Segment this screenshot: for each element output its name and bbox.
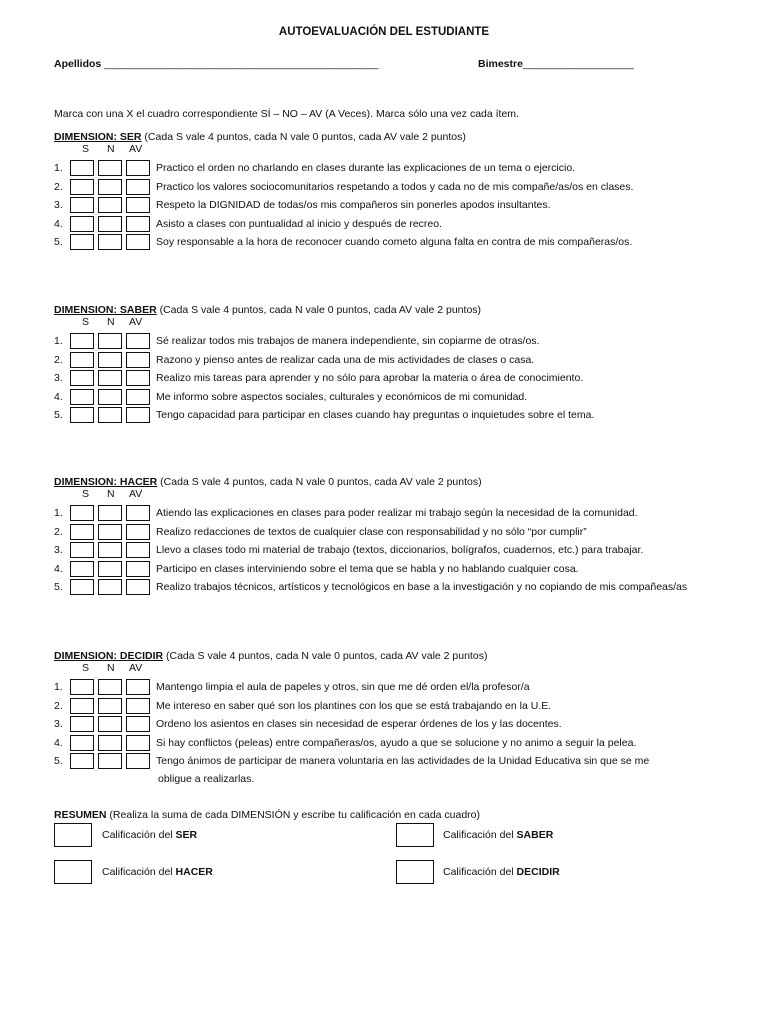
checkbox-n[interactable]	[98, 352, 122, 368]
checkbox-av[interactable]	[126, 753, 150, 769]
checkbox-s[interactable]	[70, 197, 94, 213]
checkbox-n[interactable]	[98, 370, 122, 386]
item-number: 4.	[54, 390, 63, 403]
checkbox-n[interactable]	[98, 160, 122, 176]
item-row	[54, 333, 754, 349]
calif-decidir: DECIDIR	[516, 866, 560, 878]
checkbox-s[interactable]	[70, 179, 94, 195]
item-text: Si hay conflictos (peleas) entre compañeras/os, ayudo a que se solucione y no animo a seguir la pelea.	[156, 736, 637, 749]
section-note: (Cada S vale 4 puntos, cada N vale 0 puntos, cada AV vale 2 puntos)	[156, 304, 482, 316]
item-row	[54, 679, 754, 695]
item-number: 2.	[54, 525, 63, 538]
section-label: DIMENSION: SABER	[54, 304, 157, 316]
section-note: (Cada S vale 4 puntos, cada N vale 0 puntos, cada AV vale 2 puntos)	[141, 131, 466, 143]
checkbox-s[interactable]	[70, 698, 94, 714]
section-label: DIMENSION: DECIDIR	[54, 650, 164, 662]
checkbox-av[interactable]	[126, 197, 150, 213]
checkbox-av[interactable]	[126, 407, 150, 423]
checkbox-n[interactable]	[98, 524, 122, 540]
item-text: Sé realizar todos mis trabajos de manera independiente, sin copiarme de otras/os.	[156, 335, 540, 347]
calif-hacer-label	[102, 866, 213, 878]
checkbox-n[interactable]	[98, 179, 122, 195]
bimestre-field[interactable]: ___________________	[522, 58, 634, 70]
item-number: 3.	[54, 199, 63, 211]
checkbox-av[interactable]	[126, 524, 150, 540]
calif-prefix: Calificación del	[443, 866, 517, 878]
calif-saber: SABER	[516, 829, 554, 841]
item-row	[54, 579, 754, 595]
item-text: Practico el orden no charlando en clases durante las explicaciones de un tema o ejercicio.	[156, 162, 576, 174]
checkbox-av[interactable]	[126, 698, 150, 714]
score-box-hacer[interactable]	[54, 860, 92, 884]
calif-prefix: Calificación del	[443, 829, 517, 841]
checkbox-av[interactable]	[126, 561, 150, 577]
item-number: 3.	[54, 372, 63, 384]
item-text: Asisto a clases con puntualidad al inicio y después de recreo.	[156, 217, 443, 230]
column-header-n: N	[107, 662, 115, 674]
apellidos-label	[54, 58, 379, 70]
checkbox-n[interactable]	[98, 542, 122, 558]
apellidos-label-text: Apellidos	[54, 58, 102, 70]
checkbox-n[interactable]	[98, 389, 122, 405]
column-header-n: N	[107, 316, 115, 328]
page-title: AUTOEVALUACIÓN DEL ESTUDIANTE	[278, 26, 490, 38]
column-header-av: AV	[129, 662, 143, 674]
checkbox-av[interactable]	[126, 679, 150, 695]
item-number: 5.	[54, 409, 63, 421]
item-row	[54, 524, 754, 540]
item-text: Tengo ánimos de participar de manera voluntaria en las actividades de la Unidad Educativa sin que se me	[156, 755, 650, 767]
item-number: 1.	[54, 681, 63, 693]
checkbox-s[interactable]	[70, 333, 94, 349]
instructions: Marca con una X el cuadro correspondiente SÍ – NO – AV (A Veces). Marca sólo una vez cada ítem.	[54, 108, 519, 120]
calif-ser-label	[102, 829, 197, 841]
section-heading	[54, 476, 482, 488]
item-row	[54, 505, 754, 521]
checkbox-s[interactable]	[70, 579, 94, 595]
checkbox-s[interactable]	[70, 716, 94, 732]
section-heading	[54, 650, 487, 662]
resumen-heading	[54, 809, 480, 821]
checkbox-n[interactable]	[98, 698, 122, 714]
checkbox-n[interactable]	[98, 197, 122, 213]
item-text: Realizo trabajos técnicos, artísticos y tecnológicos en base a la investigación y no copiando de mis compañeas/as	[156, 581, 688, 593]
checkbox-av[interactable]	[126, 160, 150, 176]
item-text: Mantengo limpia el aula de papeles y otros, sin que me dé orden el/la profesor/a	[156, 681, 530, 693]
calif-ser: SER	[175, 829, 198, 841]
checkbox-n[interactable]	[98, 561, 122, 577]
item-row	[54, 160, 754, 176]
item-row	[54, 698, 754, 714]
checkbox-s[interactable]	[70, 542, 94, 558]
item-number: 2.	[54, 699, 63, 712]
item-row	[54, 234, 754, 250]
checkbox-av[interactable]	[126, 216, 150, 232]
apellidos-field[interactable]: _______________________________________________	[104, 58, 379, 70]
checkbox-n[interactable]	[98, 735, 122, 751]
section-note: (Cada S vale 4 puntos, cada N vale 0 puntos, cada AV vale 2 puntos)	[163, 650, 488, 662]
section-heading	[54, 131, 466, 143]
section-label: DIMENSION: SER	[54, 131, 142, 143]
item-number: 5.	[54, 236, 63, 248]
item-number: 1.	[54, 162, 63, 174]
checkbox-av[interactable]	[126, 505, 150, 521]
column-header-n: N	[107, 488, 115, 500]
item-row	[54, 216, 754, 232]
checkbox-av[interactable]	[126, 735, 150, 751]
item-text: Practico los valores sociocomunitarios respetando a todos y cada no de mis compañe/as/os en clases.	[156, 180, 634, 193]
checkbox-n[interactable]	[98, 679, 122, 695]
score-box-decidir[interactable]	[396, 860, 434, 884]
item-row	[54, 716, 754, 732]
item-row	[54, 407, 754, 423]
item-number: 5.	[54, 581, 63, 593]
column-header-s: S	[82, 488, 90, 500]
item-text: Realizo redacciones de textos de cualquier clase con responsabilidad y no sólo “por cumplir”	[156, 525, 587, 538]
checkbox-s[interactable]	[70, 216, 94, 232]
item-text: Tengo capacidad para participar en clases cuando hay preguntas o inquietudes sobre el tema.	[156, 409, 595, 421]
item-text: Atiendo las explicaciones en clases para poder realizar mi trabajo según la necesidad de la comunidad.	[156, 507, 638, 519]
checkbox-av[interactable]	[126, 333, 150, 349]
score-box-ser[interactable]	[54, 823, 92, 847]
item-number: 3.	[54, 718, 63, 730]
item-text: Soy responsable a la hora de reconocer cuando cometo alguna falta en contra de mis compañeras/os.	[156, 236, 633, 248]
item-row	[54, 197, 754, 213]
item-number: 2.	[54, 353, 63, 366]
checkbox-s[interactable]	[70, 735, 94, 751]
column-header-n: N	[107, 143, 115, 155]
checkbox-s[interactable]	[70, 234, 94, 250]
item-number: 2.	[54, 180, 63, 193]
item-row	[54, 561, 754, 577]
item-number: 1.	[54, 335, 63, 347]
checkbox-s[interactable]	[70, 524, 94, 540]
section-label: DIMENSION: HACER	[54, 476, 158, 488]
resumen-label: RESUMEN	[54, 809, 107, 821]
checkbox-av[interactable]	[126, 579, 150, 595]
resumen-note: (Realiza la suma de cada DIMENSIÓN y escribe tu calificación en cada cuadro)	[106, 809, 481, 821]
item-row	[54, 735, 754, 751]
item-text: Me intereso en saber qué son los plantines con los que se está trabajando en la U.E.	[156, 699, 552, 712]
checkbox-s[interactable]	[70, 389, 94, 405]
calif-prefix: Calificación del	[102, 829, 176, 841]
item-text: Ordeno los asientos en clases sin necesidad de esperar órdenes de los y las docentes.	[156, 718, 562, 730]
checkbox-n[interactable]	[98, 753, 122, 769]
checkbox-av[interactable]	[126, 389, 150, 405]
checkbox-av[interactable]	[126, 234, 150, 250]
calif-prefix: Calificación del	[102, 866, 176, 878]
checkbox-s[interactable]	[70, 505, 94, 521]
column-header-s: S	[82, 143, 90, 155]
calif-hacer: HACER	[175, 866, 213, 878]
section-heading	[54, 304, 481, 316]
checkbox-av[interactable]	[126, 179, 150, 195]
checkbox-s[interactable]	[70, 407, 94, 423]
item-row	[54, 542, 754, 558]
checkbox-av[interactable]	[126, 370, 150, 386]
item-text: Realizo mis tareas para aprender y no sólo para aprobar la materia o área de conocimiento.	[156, 372, 584, 384]
checkbox-s[interactable]	[70, 370, 94, 386]
item-row	[54, 753, 754, 785]
checkbox-n[interactable]	[98, 216, 122, 232]
calif-saber-label	[443, 829, 553, 841]
calif-decidir-label	[443, 866, 560, 878]
column-header-s: S	[82, 662, 90, 674]
checkbox-av[interactable]	[126, 352, 150, 368]
checkbox-s[interactable]	[70, 753, 94, 769]
section-note: (Cada S vale 4 puntos, cada N vale 0 puntos, cada AV vale 2 puntos)	[157, 476, 482, 488]
item-text: Me informo sobre aspectos sociales, culturales y económicos de mi comunidad.	[156, 390, 528, 403]
checkbox-n[interactable]	[98, 407, 122, 423]
checkbox-n[interactable]	[98, 579, 122, 595]
item-number: 3.	[54, 544, 63, 556]
checkbox-s[interactable]	[70, 160, 94, 176]
column-header-av: AV	[129, 143, 143, 155]
checkbox-av[interactable]	[126, 542, 150, 558]
item-row	[54, 179, 754, 195]
score-box-saber[interactable]	[396, 823, 434, 847]
item-number: 5.	[54, 755, 63, 767]
checkbox-n[interactable]	[98, 716, 122, 732]
column-header-av: AV	[129, 488, 143, 500]
item-number: 4.	[54, 562, 63, 575]
item-text: Respeto la DIGNIDAD de todas/os mis compañeros sin ponerles apodos insultantes.	[156, 199, 551, 211]
checkbox-s[interactable]	[70, 352, 94, 368]
bimestre-label	[478, 58, 634, 70]
checkbox-av[interactable]	[126, 716, 150, 732]
item-row	[54, 352, 754, 368]
item-row	[54, 370, 754, 386]
checkbox-n[interactable]	[98, 505, 122, 521]
column-header-s: S	[82, 316, 90, 328]
item-row	[54, 389, 754, 405]
item-text-continued: obligue a realizarlas.	[158, 773, 255, 785]
column-header-av: AV	[129, 316, 143, 328]
checkbox-s[interactable]	[70, 561, 94, 577]
item-number: 4.	[54, 736, 63, 749]
item-text: Participo en clases interviniendo sobre el tema que se habla y no hablando cualquier cosa.	[156, 562, 579, 575]
item-number: 1.	[54, 507, 63, 519]
checkbox-n[interactable]	[98, 234, 122, 250]
item-text: Llevo a clases todo mi material de trabajo (textos, diccionarios, bolígrafos, cuadernos, etc.) para trabajar.	[156, 544, 644, 556]
checkbox-s[interactable]	[70, 679, 94, 695]
bimestre-label-text: Bimestre	[478, 58, 523, 70]
item-number: 4.	[54, 217, 63, 230]
item-text: Razono y pienso antes de realizar cada una de mis actividades de clases o casa.	[156, 353, 535, 366]
checkbox-n[interactable]	[98, 333, 122, 349]
